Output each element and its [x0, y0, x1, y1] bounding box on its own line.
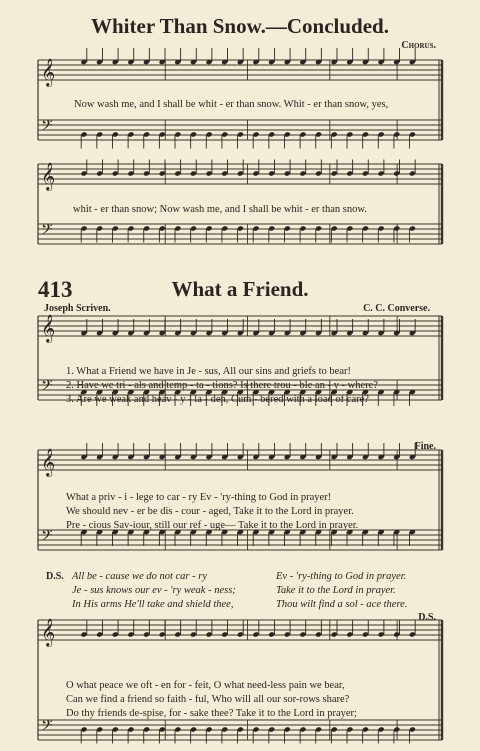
chorus-label: Chorus. — [401, 40, 436, 51]
svg-text:𝄞: 𝄞 — [41, 618, 56, 646]
ds-mark-right: D.S. — [418, 612, 436, 623]
svg-text:𝄢: 𝄢 — [41, 221, 53, 242]
verse1-line1: 1. What a Friend we have in Je - sus, All our sins and griefs to bear! — [66, 366, 351, 377]
svg-text:𝄢: 𝄢 — [41, 527, 53, 548]
svg-text:𝄞: 𝄞 — [41, 448, 56, 476]
hymn-number: 413 — [38, 277, 73, 302]
verse1-line4: O what peace we oft - en for - feit, O what need-less pain we bear, — [66, 680, 345, 691]
svg-text:𝄢: 𝄢 — [41, 377, 53, 398]
chorus-lyric-line1: Now wash me, and I shall be whit - er than snow. Whit - er than snow, yes, — [74, 99, 389, 110]
verse3-line3-end: Thou wilt find a sol - ace there. — [276, 599, 408, 610]
hymn-title: What a Friend. — [171, 277, 309, 301]
fine-mark: Fine. — [414, 441, 436, 452]
hymn-composer: C. C. Converse. — [363, 303, 430, 314]
verse1-line2: What a priv - i - lege to car - ry Ev - 'ry-thing to God in prayer! — [66, 492, 332, 503]
svg-text:𝄞: 𝄞 — [41, 162, 56, 190]
verse2-line3-end: Take it to the Lord in prayer. — [276, 585, 396, 596]
concluded-title: Whiter Than Snow.—Concluded. — [91, 14, 389, 38]
ds-mark-left: D.S. — [46, 571, 64, 582]
verse3-line3: In His arms He'll take and shield thee, — [72, 599, 234, 610]
verse1-line3: All be - cause we do not car - ry — [72, 571, 208, 582]
verse2-line2: We should nev - er be dis - cour - aged, Take it to the Lord in prayer. — [66, 506, 354, 517]
verse2-line4: Can we find a friend so faith - ful, Who will all our sor-rows share? — [66, 694, 350, 705]
svg-text:𝄢: 𝄢 — [41, 717, 53, 738]
verse1-line3-end: Ev - 'ry-thing to God in prayer. — [276, 571, 407, 582]
svg-text:𝄞: 𝄞 — [41, 314, 56, 342]
verse2-line3: Je - sus knows our ev - 'ry weak - ness; — [72, 585, 236, 596]
verse3-line4: Do thy friends de-spise, for - sake thee? Take it to the Lord in prayer; — [66, 708, 357, 719]
svg-text:𝄞: 𝄞 — [41, 58, 56, 86]
hymn-author: Joseph Scriven. — [44, 303, 111, 314]
svg-text:𝄢: 𝄢 — [41, 117, 53, 138]
verse3-line2: Pre - cious Sav-iour, still our ref - uge— Take it to the Lord in prayer. — [66, 520, 359, 531]
chorus-lyric-line2: whit - er than snow; Now wash me, and I shall be whit - er than snow. — [73, 204, 367, 215]
verse3-line1: 3. Are we weak and heav - y - la - den, Cum - bered with a load of care? — [66, 394, 369, 405]
verse2-line1: 2. Have we tri - als and temp - ta - tions? Is there trou - ble an - y - where? — [66, 380, 378, 391]
